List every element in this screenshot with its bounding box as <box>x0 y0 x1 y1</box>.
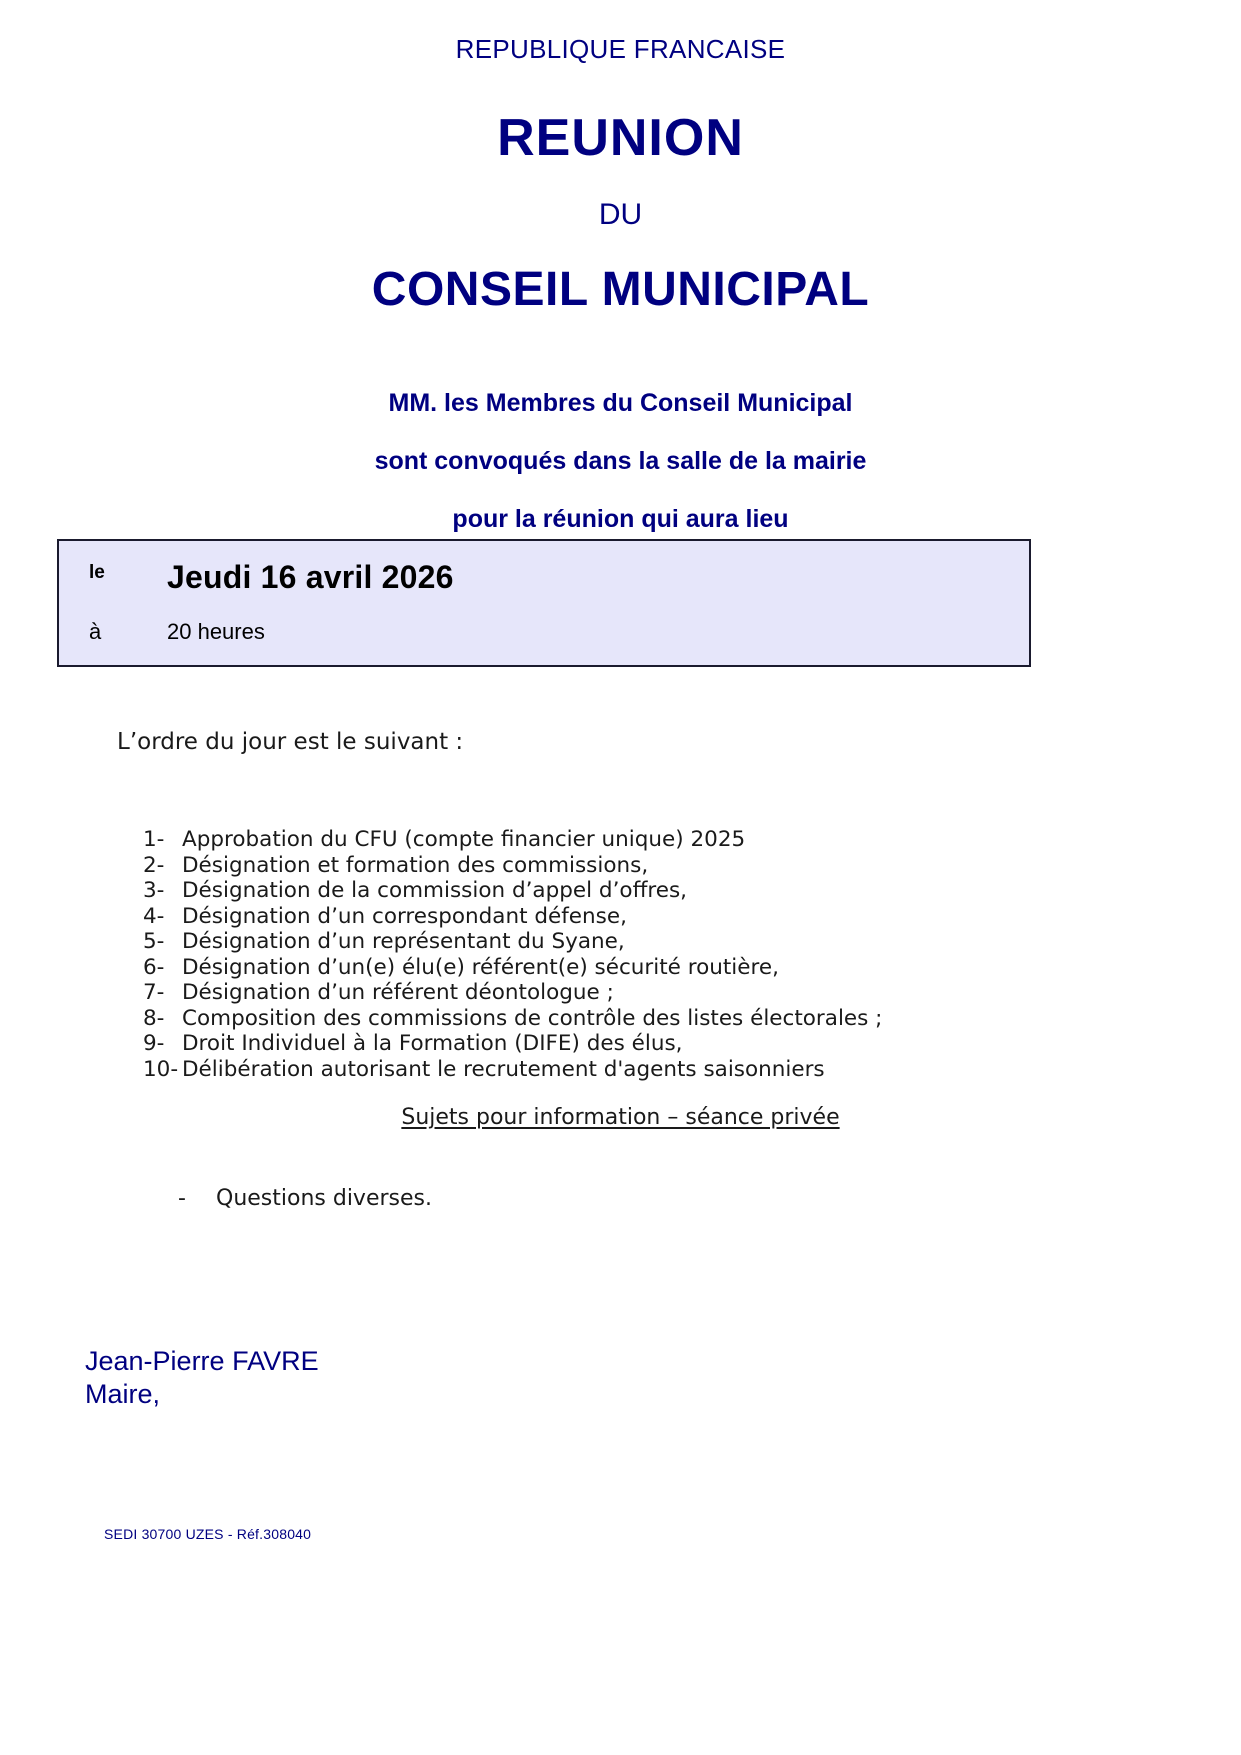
agenda-item-number: 9- <box>143 1031 165 1056</box>
agenda-item-number: 1- <box>143 827 165 852</box>
agenda-intro: L’ordre du jour est le suivant : <box>117 729 464 755</box>
signature-block <box>85 1345 319 1411</box>
bullet-dash: - <box>178 1186 186 1211</box>
agenda-item-text: Droit Individuel à la Formation (DIFE) des élus, <box>182 1031 683 1056</box>
agenda-item-number: 2- <box>143 852 165 878</box>
list-item <box>143 1006 1043 1032</box>
list-item <box>143 904 1043 930</box>
list-item <box>143 853 1043 879</box>
agenda-item-number: 4- <box>143 903 165 929</box>
agenda-item-text: Désignation d’un correspondant défense, <box>182 903 627 929</box>
list-item <box>143 827 1043 853</box>
private-session-item-text: Questions diverses. <box>216 1186 432 1211</box>
date-label: le <box>89 562 105 583</box>
list-item <box>143 1031 1043 1057</box>
agenda-item-text: Désignation d’un référent déontologue ; <box>182 980 614 1005</box>
title-connector: DU <box>598 198 643 231</box>
agenda-item-number: 8- <box>143 1005 165 1031</box>
meeting-date-value: Jeudi 16 avril 2026 <box>167 559 454 595</box>
agenda-item-text: Composition des commissions de contrôle des listes électorales ; <box>182 1005 883 1031</box>
agenda-item-text: Délibération autorisant le recrutement d'agents saisonniers <box>182 1056 825 1082</box>
footer-reference: SEDI 30700 UZES - Réf.308040 <box>104 1526 312 1542</box>
time-label: à <box>89 619 102 644</box>
list-item <box>143 955 1043 981</box>
signatory-name: Jean-Pierre FAVRE <box>85 1346 319 1376</box>
agenda-item-number: 10- <box>143 1056 179 1082</box>
agenda-item-number: 3- <box>143 878 165 903</box>
agenda-list <box>143 827 1043 1082</box>
agenda-item-number: 7- <box>143 980 165 1005</box>
meeting-datetime-box <box>57 539 1031 667</box>
agenda-item-text: Désignation et formation des commissions, <box>182 852 649 878</box>
agenda-item-text: Désignation d’un(e) élu(e) référent(e) sécurité routière, <box>182 954 779 980</box>
list-item <box>143 980 1043 1006</box>
convocation-line-3: pour la réunion qui aura lieu <box>452 505 789 533</box>
document-subtitle: CONSEIL MUNICIPAL <box>371 263 870 316</box>
list-item <box>143 929 1043 955</box>
convocation-line-1: MM. les Membres du Conseil Municipal <box>388 389 853 417</box>
agenda-item-text: Désignation de la commission d’appel d’offres, <box>182 878 688 903</box>
private-session-item <box>178 1186 432 1211</box>
list-item <box>143 878 1043 904</box>
document-title: REUNION <box>497 109 744 167</box>
private-session-heading <box>0 1105 1241 1130</box>
meeting-time-row <box>89 619 265 645</box>
republic-heading: REPUBLIQUE FRANCAISE <box>455 34 786 64</box>
signatory-role: Maire, <box>85 1379 161 1409</box>
meeting-date-row <box>89 559 454 596</box>
list-item <box>143 1057 1043 1083</box>
meeting-time-value: 20 heures <box>167 619 265 644</box>
agenda-item-number: 5- <box>143 929 165 954</box>
agenda-item-text: Désignation d’un représentant du Syane, <box>182 929 625 954</box>
agenda-item-number: 6- <box>143 954 165 980</box>
convocation-line-2: sont convoqués dans la salle de la mairie <box>374 447 867 475</box>
agenda-item-text: Approbation du CFU (compte financier unique) 2025 <box>182 827 746 852</box>
private-session-heading-text: Sujets pour information – séance privée <box>401 1105 840 1130</box>
